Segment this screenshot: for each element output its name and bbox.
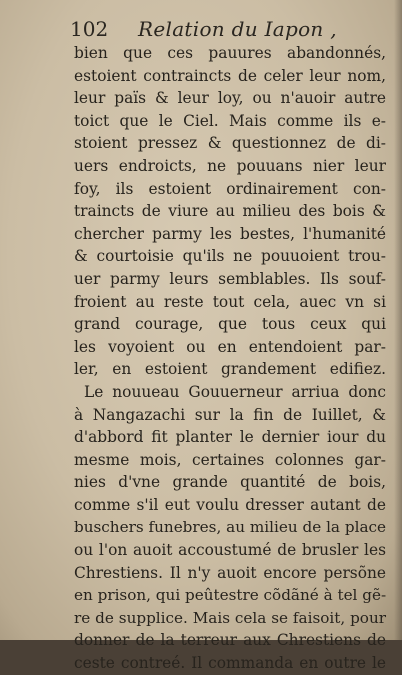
body-text [74, 42, 386, 675]
text-line: les voyoient ou en entendoient par- [74, 337, 386, 356]
page-edge-shadow [394, 0, 402, 640]
text-line: bien que ces pauures abandonnés, [74, 44, 386, 62]
text-line: comme s'il eut voulu dresser autant de [74, 495, 386, 514]
text-line: & courtoisie qu'ils ne pouuoient trou- [74, 247, 386, 266]
text-line: en prison, qui peûtestre cõdãné à tel gẽ- [74, 586, 387, 605]
text-line: ler, en estoient grandement edifiez. [74, 360, 386, 379]
text-line: grand courage, que tous ceux qui [74, 315, 386, 334]
text-line: traincts de viure au milieu des bois & [74, 202, 386, 221]
text-line: Chrestiens. Il n'y auoit encore persõne [74, 563, 386, 582]
text-line: chercher parmy les bestes, l'humanité [74, 224, 386, 243]
text-line: d'abbord fit planter le dernier iour du [74, 428, 386, 447]
text-line: mesme mois, certaines colonnes gar- [74, 450, 386, 469]
text-line: leur païs & leur loy, ou n'auoir autre [74, 89, 386, 108]
page-number: 102 [70, 17, 109, 41]
text-line: Le nouueau Gouuerneur arriua donc [84, 382, 386, 401]
text-line: stoient pressez & questionnez de di- [74, 134, 386, 153]
text-line: nies d'vne grande quantité de bois, [74, 473, 386, 492]
text-line: toict que le Ciel. Mais comme ils e- [74, 111, 386, 130]
text-line: ou l'on auoit accoustumé de brusler les [74, 541, 386, 560]
text-line: re de supplice. Mais cela se faisoit, pour [74, 608, 386, 627]
text-line: buschers funebres, au milieu de la place [74, 518, 386, 537]
text-line: à Nangazachi sur la fin de Iuillet, & [74, 405, 386, 424]
text-line: donner de la terreur aux Chrestiens de [74, 631, 386, 650]
running-head: Relation du Iapon , [138, 17, 337, 41]
text-line: estoient contraincts de celer leur nom, [74, 66, 386, 85]
text-line: foy, ils estoient ordinairement con- [74, 179, 386, 198]
page-header [70, 14, 390, 44]
text-line: uer parmy leurs semblables. Ils souf- [74, 269, 386, 288]
text-line: ceste contreé. Il commanda en outre le [74, 654, 386, 673]
text-line: froient au reste tout cela, auec vn si [74, 292, 386, 311]
text-line: uers endroicts, ne pouuans nier leur [74, 156, 386, 175]
